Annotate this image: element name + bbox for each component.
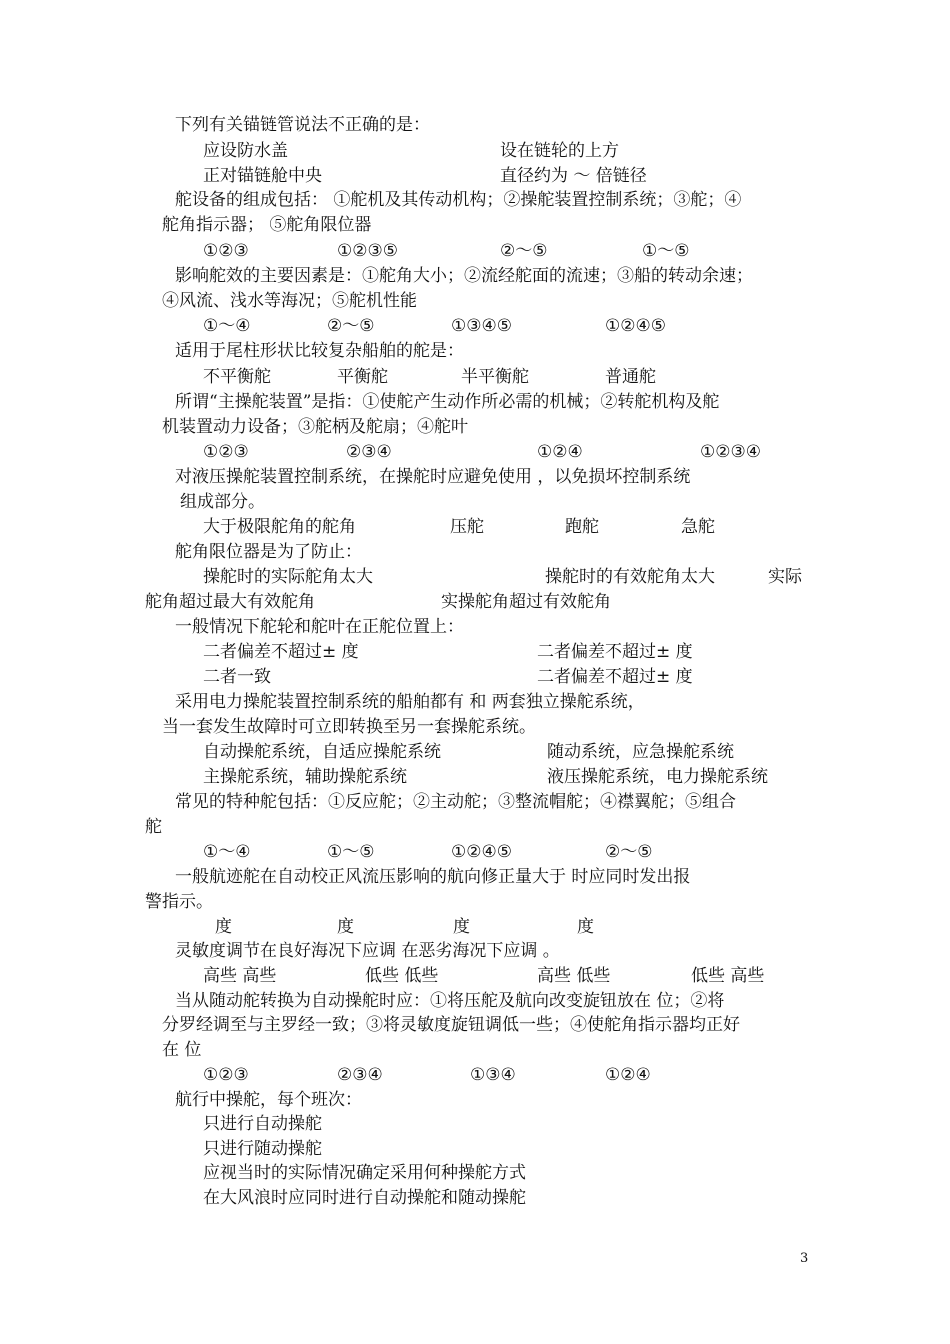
question-1-stem: 下列有关锚链管说法不正确的是： [175, 115, 430, 135]
question-2-stem-line1: 舵设备的组成包括： ①舵机及其传动机构；②操舵装置控制系统；③舵；④ [175, 190, 742, 210]
question-11-stem-line2: 警指示。 [145, 892, 213, 912]
q11-option-c: 度 [453, 917, 470, 937]
question-6-stem-line1: 对液压操舵装置控制系统，在操舵时应避免使用 ，以免损坏控制系统 [175, 467, 691, 487]
question-6-stem-line2: 组成部分。 [180, 492, 265, 512]
question-4-stem: 适用于尾柱形状比较复杂船舶的舵是： [175, 341, 464, 361]
q10-option-b: ①～⑤ [327, 842, 375, 862]
q3-option-b: ②～⑤ [327, 316, 375, 336]
q10-option-a: ①～④ [203, 842, 251, 862]
question-11-stem-line1: 一般航迹舵在自动校正风流压影响的航向修正量大于 时应同时发出报 [175, 867, 691, 887]
q3-option-a: ①～④ [203, 316, 251, 336]
q1-option-d: 直径约为 ～ 倍链径 [500, 166, 647, 186]
q13-option-d: ①②④ [605, 1065, 651, 1085]
q9-option-b: 随动系统，应急操舵系统 [547, 742, 734, 762]
q2-option-d: ①～⑤ [642, 241, 690, 261]
q7-option-c-prefix: 实际 [768, 567, 802, 587]
question-13-stem-line3: 在 位 [162, 1040, 202, 1060]
q8-option-b: 二者偏差不超过± 度 [537, 642, 693, 662]
q12-option-a: 高些 高些 [203, 966, 277, 986]
q5-option-a: ①②③ [203, 442, 249, 462]
q4-option-a: 不平衡舵 [203, 367, 271, 387]
question-10-stem-line2: 舵 [145, 817, 162, 837]
q1-option-a: 应设防水盖 [203, 141, 288, 161]
q2-option-c: ②～⑤ [500, 241, 548, 261]
q14-option-b: 只进行随动操舵 [203, 1139, 322, 1159]
question-10-stem-line1: 常见的特种舵包括：①反应舵；②主动舵；③整流帽舵；④襟翼舵；⑤组合 [175, 792, 736, 812]
q9-option-d: 液压操舵系统，电力操舵系统 [547, 767, 768, 787]
question-3-stem-line1: 影响舵效的主要因素是：①舵角大小；②流经舵面的流速；③船的转动余速； [175, 266, 753, 286]
q7-option-c: 舵角超过最大有效舵角 [145, 592, 315, 612]
q3-option-c: ①③④⑤ [451, 316, 512, 336]
q12-option-c: 高些 低些 [537, 966, 611, 986]
q14-option-a: 只进行自动操舵 [203, 1114, 322, 1134]
question-12-stem: 灵敏度调节在良好海况下应调 在恶劣海况下应调 。 [175, 941, 560, 961]
q4-option-b: 平衡舵 [337, 367, 388, 387]
q9-option-a: 自动操舵系统，自适应操舵系统 [203, 742, 441, 762]
q5-option-c: ①②④ [537, 442, 583, 462]
q2-option-a: ①②③ [203, 241, 249, 261]
question-13-stem-line1: 当从随动舵转换为自动操舵时应：①将压舵及航向改变旋钮放在 位；②将 [175, 991, 725, 1011]
q7-option-b: 操舵时的有效舵角太大 [545, 567, 715, 587]
q3-option-d: ①②④⑤ [605, 316, 666, 336]
q14-option-d: 在大风浪时应同时进行自动操舵和随动操舵 [203, 1188, 526, 1208]
q6-option-a: 大于极限舵角的舵角 [203, 517, 356, 537]
question-2-stem-line2: 舵角指示器； ⑤舵角限位器 [162, 215, 372, 235]
question-5-stem-line1: 所谓“主操舵装置”是指：①使舵产生动作所必需的机械；②转舵机构及舵 [175, 392, 720, 412]
q9-option-c: 主操舵系统，辅助操舵系统 [203, 767, 407, 787]
question-9-stem-line2: 当一套发生故障时可立即转换至另一套操舵系统。 [162, 717, 536, 737]
q10-option-c: ①②④⑤ [451, 842, 512, 862]
q6-option-c: 跑舵 [565, 517, 599, 537]
q8-option-a: 二者偏差不超过± 度 [203, 642, 359, 662]
page-number: 3 [800, 1251, 809, 1266]
q8-option-d: 二者偏差不超过± 度 [537, 667, 693, 687]
q8-option-c: 二者一致 [203, 667, 271, 687]
question-5-stem-line2: 机装置动力设备；③舵柄及舵扇；④舵叶 [162, 417, 468, 437]
q12-option-d: 低些 高些 [691, 966, 765, 986]
q6-option-d: 急舵 [681, 517, 715, 537]
q6-option-b: 压舵 [450, 517, 484, 537]
q7-option-a: 操舵时的实际舵角太大 [203, 567, 373, 587]
q14-option-c: 应视当时的实际情况确定采用何种操舵方式 [203, 1163, 526, 1183]
q11-option-b: 度 [337, 917, 354, 937]
q7-option-d: 实操舵角超过有效舵角 [441, 592, 611, 612]
question-3-stem-line2: ④风流、浅水等海况；⑤舵机性能 [162, 291, 417, 311]
question-9-stem-line1: 采用电力操舵装置控制系统的船舶都有 和 两套独立操舵系统， [175, 692, 645, 712]
question-8-stem: 一般情况下舵轮和舵叶在正舵位置上： [175, 617, 464, 637]
q11-option-d: 度 [577, 917, 594, 937]
q13-option-a: ①②③ [203, 1065, 249, 1085]
question-13-stem-line2: 分罗经调至与主罗经一致；③将灵敏度旋钮调低一些；④使舵角指示器均正好 [162, 1015, 740, 1035]
q5-option-d: ①②③④ [700, 442, 761, 462]
question-7-stem: 舵角限位器是为了防止： [175, 542, 362, 562]
q13-option-b: ②③④ [337, 1065, 383, 1085]
q2-option-b: ①②③⑤ [337, 241, 398, 261]
q10-option-d: ②～⑤ [605, 842, 653, 862]
q5-option-b: ②③④ [346, 442, 392, 462]
q13-option-c: ①③④ [470, 1065, 516, 1085]
q1-option-c: 正对锚链舱中央 [203, 166, 322, 186]
q12-option-b: 低些 低些 [365, 966, 439, 986]
q11-option-a: 度 [215, 917, 232, 937]
q4-option-d: 普通舵 [605, 367, 656, 387]
q1-option-b: 设在链轮的上方 [500, 141, 619, 161]
q4-option-c: 半平衡舵 [461, 367, 529, 387]
question-14-stem: 航行中操舵，每个班次： [175, 1090, 362, 1110]
